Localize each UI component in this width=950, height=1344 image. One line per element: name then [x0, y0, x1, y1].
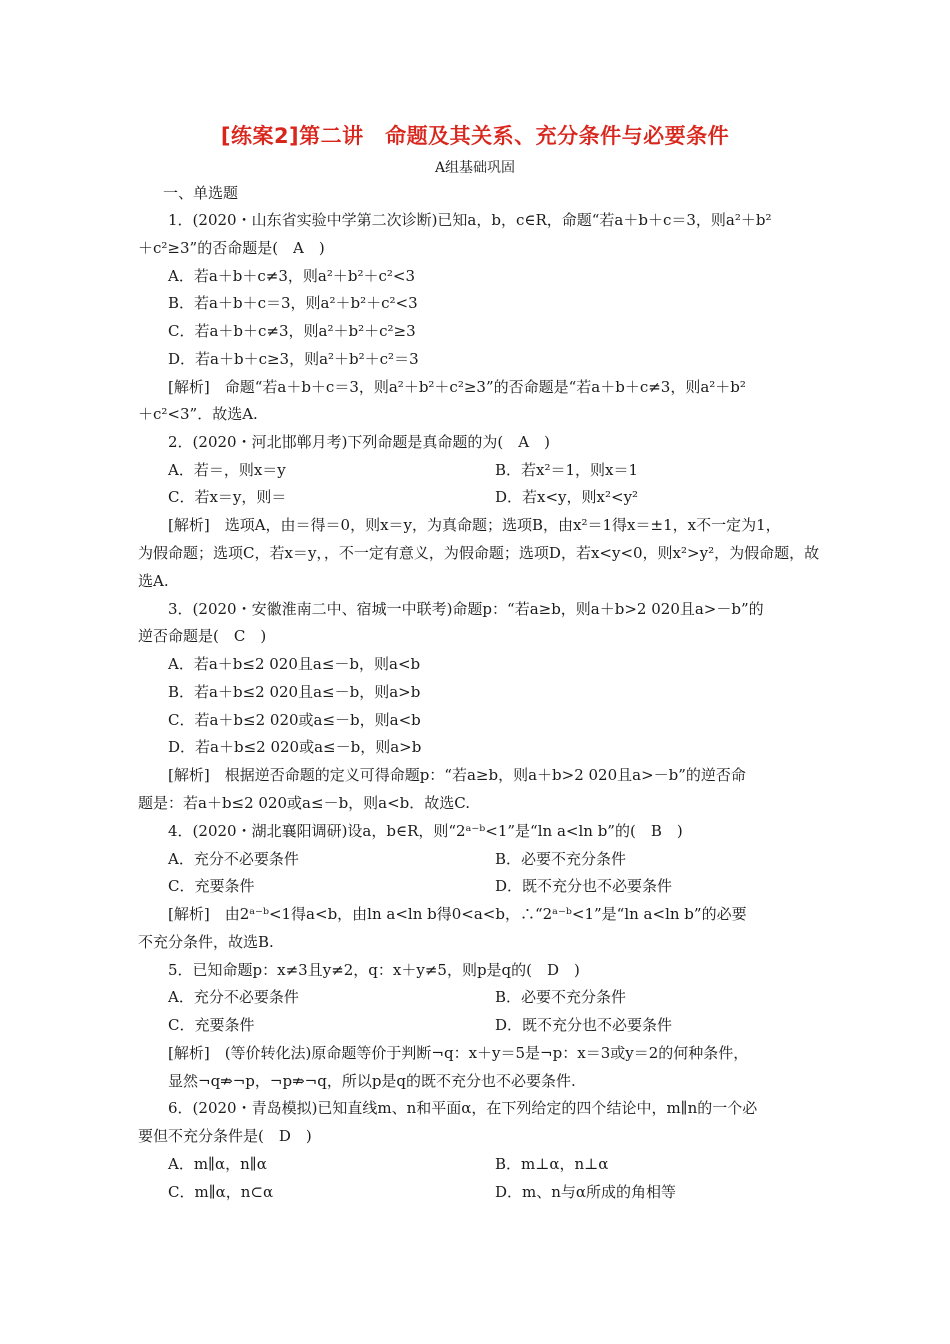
q1-analysis-line2: ＋c²<3”．故选A. [138, 405, 258, 423]
q4-option-a: A．充分不必要条件 [168, 850, 299, 868]
q4-analysis-line2: 不充分条件，故选B. [138, 933, 274, 951]
q1-option-a: A．若a＋b＋c≠3，则a²＋b²＋c²<3 [168, 267, 415, 285]
q4-option-b: B．必要不充分条件 [495, 850, 627, 868]
q1-option-b: B．若a＋b＋c＝3，则a²＋b²＋c²<3 [168, 294, 418, 312]
q3-option-b: B．若a＋b≤2 020且a≤－b，则a>b [168, 683, 421, 701]
q2-analysis-line1: [解析] 选项A，由＝得＝0，则x＝y，为真命题；选项B，由x²＝1得x＝±1，x不一定为1， [168, 516, 781, 534]
q2-analysis-line3: 选A. [138, 572, 169, 590]
q3-analysis-line2: 题是：若a＋b≤2 020或a≤－b，则a<b．故选C. [138, 794, 470, 812]
q5-option-d: D．既不充分也不必要条件 [495, 1016, 673, 1034]
page-title: [练案2]第二讲 命题及其关系、充分条件与必要条件 [220, 124, 730, 148]
q5-analysis-line2: 显然¬q⇏¬p，¬p⇏¬q，所以p是q的既不充分也不必要条件. [168, 1072, 576, 1090]
q2-stem-line1: 2．(2020・河北邯郸月考)下列命题是真命题的为( A ) [168, 433, 550, 451]
q5-stem-line1: 5．已知命题p：x≠3且y≠2，q：x＋y≠5，则p是q的( D ) [168, 961, 580, 979]
q4-option-c: C．充要条件 [168, 877, 255, 895]
q4-option-d: D．既不充分也不必要条件 [495, 877, 673, 895]
q5-analysis-line1: [解析] (等价转化法)原命题等价于判断¬q：x＋y＝5是¬p：x＝3或y＝2的何种条件， [168, 1044, 749, 1062]
q3-analysis-line1: [解析] 根据逆否命题的定义可得命题p：“若a≥b，则a＋b>2 020且a>－b”的逆否命 [168, 766, 746, 784]
q3-stem-line2: 逆否命题是( C ) [138, 627, 267, 645]
q6-stem-line2: 要但不充分条件是( D ) [138, 1127, 312, 1145]
q3-stem-line1: 3．(2020・安徽淮南二中、宿城一中联考)命题p：“若a≥b，则a＋b>2 020且a>－b”的 [168, 600, 764, 618]
q2-option-c: C．若x＝y，则＝ [168, 488, 287, 506]
q4-analysis-line1: [解析] 由2ᵃ⁻ᵇ<1得a<b，由ln a<ln b得0<a<b，∴“2ᵃ⁻ᵇ<1”是“ln a<ln b”的必要 [168, 905, 747, 923]
q1-stem-line1: 1．(2020・山东省实验中学第二次诊断)已知a，b，c∈R，命题“若a＋b＋c＝3，则a²＋b² [168, 211, 772, 229]
q6-option-d: D．m、n与α所成的角相等 [495, 1183, 677, 1201]
q5-option-a: A．充分不必要条件 [168, 988, 299, 1006]
q4-stem-line1: 4．(2020・湖北襄阳调研)设a，b∈R，则“2ᵃ⁻ᵇ<1”是“ln a<ln b”的( B ) [168, 822, 683, 840]
section-heading: 一、单选题 [163, 184, 239, 202]
q1-option-c: C．若a＋b＋c≠3，则a²＋b²＋c²≥3 [168, 322, 416, 340]
q2-option-d: D．若x<y，则x²<y² [495, 488, 639, 506]
q2-analysis-line2: 为假命题；选项C，若x＝y，，不一定有意义，为假命题；选项D，若x<y<0，则x²>y²，为假命题，故 [138, 544, 820, 562]
q1-stem-line2: ＋c²≥3”的否命题是( A ) [138, 239, 325, 257]
q5-option-b: B．必要不充分条件 [495, 988, 627, 1006]
q6-stem-line1: 6．(2020・青岛模拟)已知直线m、n和平面α，在下列给定的四个结论中，m∥n的一个必 [168, 1099, 758, 1117]
q3-option-a: A．若a＋b≤2 020且a≤－b，则a<b [168, 655, 421, 673]
q3-option-d: D．若a＋b≤2 020或a≤－b，则a>b [168, 738, 422, 756]
q6-option-a: A．m∥α，n∥α [168, 1155, 267, 1173]
q6-option-b: B．m⊥α，n⊥α [495, 1155, 609, 1173]
q1-option-d: D．若a＋b＋c≥3，则a²＋b²＋c²＝3 [168, 350, 419, 368]
q5-option-c: C．充要条件 [168, 1016, 255, 1034]
q6-option-c: C．m∥α，n⊂α [168, 1183, 274, 1201]
q1-analysis-line1: [解析] 命题“若a＋b＋c＝3，则a²＋b²＋c²≥3”的否命题是“若a＋b＋c≠3，则a²＋b² [168, 378, 746, 396]
page-subtitle: A组基础巩固 [434, 160, 516, 176]
q2-option-a: A．若＝，则x＝y [168, 461, 286, 479]
q2-option-b: B．若x²＝1，则x＝1 [495, 461, 639, 479]
q3-option-c: C．若a＋b≤2 020或a≤－b，则a<b [168, 711, 421, 729]
